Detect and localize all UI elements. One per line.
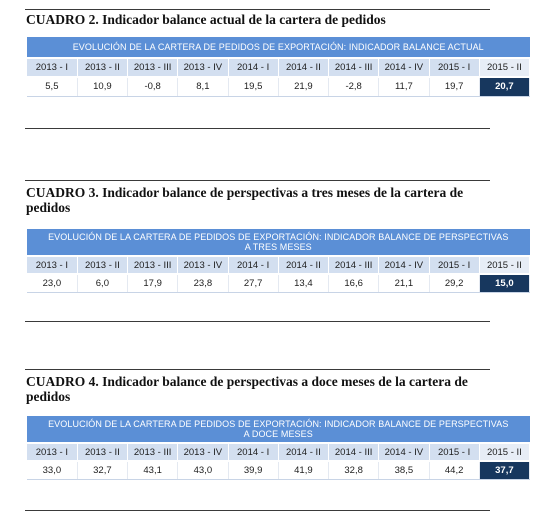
quarter-cell: 2013 - I — [27, 58, 77, 77]
cuadro-3-title: Indicador balance de perspectivas a tres meses de la cartera de pedidos — [26, 185, 464, 215]
quarter-cell: 2015 - II — [479, 256, 529, 274]
cuadro-3-number: CUADRO 3. — [26, 185, 99, 200]
cuadro-3-caption — [26, 185, 486, 215]
cuadro-2-title: Indicador balance actual de la cartera de pedidos — [98, 12, 386, 27]
value-cell: 19,7 — [429, 77, 479, 96]
value-cell: 32,7 — [77, 461, 127, 479]
value-cell: 43,1 — [128, 461, 178, 479]
quarter-cell: 2014 - IV — [379, 256, 429, 274]
quarter-row — [27, 443, 530, 461]
quarter-cell: 2013 - I — [27, 443, 77, 461]
value-cell: 21,9 — [278, 77, 328, 96]
quarter-cell: 2013 - II — [77, 256, 127, 274]
quarter-cell: 2015 - I — [429, 256, 479, 274]
value-cell: 44,2 — [429, 461, 479, 479]
value-cell: -0,8 — [128, 77, 178, 96]
quarter-cell: 2013 - IV — [178, 58, 228, 77]
quarter-cell: 2013 - II — [77, 443, 127, 461]
value-cell: 33,0 — [27, 461, 77, 479]
value-cell: 11,7 — [379, 77, 429, 96]
value-cell: 8,1 — [178, 77, 228, 96]
section-rule — [25, 128, 490, 129]
table-header-line2: A DOCE MESES — [243, 429, 313, 439]
quarter-cell: 2013 - III — [128, 58, 178, 77]
quarter-cell: 2014 - I — [228, 443, 278, 461]
quarter-cell: 2015 - II — [479, 58, 529, 77]
bottom-rule — [25, 510, 490, 511]
value-cell: 13,4 — [278, 274, 328, 292]
quarter-cell: 2014 - III — [329, 443, 379, 461]
cuadro-2-table — [27, 37, 530, 97]
quarter-cell: 2014 - III — [329, 256, 379, 274]
quarter-cell: 2015 - I — [429, 443, 479, 461]
value-cell: 23,0 — [27, 274, 77, 292]
value-cell: 41,9 — [278, 461, 328, 479]
value-cell: 27,7 — [228, 274, 278, 292]
value-cell: 19,5 — [228, 77, 278, 96]
quarter-cell: 2013 - III — [128, 256, 178, 274]
quarter-cell: 2014 - IV — [379, 443, 429, 461]
cuadro-2-number: CUADRO 2. — [26, 12, 99, 27]
top-rule — [25, 9, 490, 10]
table-header — [27, 229, 530, 256]
value-cell: 38,5 — [379, 461, 429, 479]
value-row — [27, 461, 530, 479]
value-cell: 16,6 — [329, 274, 379, 292]
table-header — [27, 416, 530, 443]
quarter-cell: 2014 - II — [278, 58, 328, 77]
cuadro-4-number: CUADRO 4. — [26, 374, 99, 389]
table-header-row — [27, 37, 530, 58]
table-header-row — [27, 416, 530, 443]
table-header-line2: A TRES MESES — [244, 242, 312, 252]
cuadro-4-table — [27, 416, 530, 480]
value-cell: 23,8 — [178, 274, 228, 292]
value-cell: 5,5 — [27, 77, 77, 96]
cuadro-4-title: Indicador balance de perspectivas a doce meses de la cartera de pedidos — [26, 374, 468, 404]
value-cell: 39,9 — [228, 461, 278, 479]
value-cell: 10,9 — [77, 77, 127, 96]
value-cell: 32,8 — [329, 461, 379, 479]
table-header-line1: EVOLUCIÓN DE LA CARTERA DE PEDIDOS DE EXPORTACIÓN: INDICADOR BALANCE DE PERSPECTIVAS — [48, 419, 509, 429]
quarter-cell: 2013 - IV — [178, 256, 228, 274]
table-header-line1: EVOLUCIÓN DE LA CARTERA DE PEDIDOS DE EXPORTACIÓN: INDICADOR BALANCE DE PERSPECTIVAS — [48, 232, 509, 242]
value-cell-highlight: 37,7 — [479, 461, 529, 479]
value-cell: -2,8 — [329, 77, 379, 96]
value-cell: 6,0 — [77, 274, 127, 292]
quarter-cell: 2013 - IV — [178, 443, 228, 461]
value-row — [27, 274, 530, 292]
quarter-cell: 2013 - I — [27, 256, 77, 274]
value-cell-highlight: 20,7 — [479, 77, 529, 96]
quarter-row — [27, 58, 530, 77]
quarter-row — [27, 256, 530, 274]
section-rule — [25, 180, 490, 181]
value-row — [27, 77, 530, 96]
value-cell: 17,9 — [128, 274, 178, 292]
section-rule — [25, 369, 490, 370]
cuadro-4-caption — [26, 374, 486, 404]
value-cell: 29,2 — [429, 274, 479, 292]
table-header-row — [27, 229, 530, 256]
value-cell-highlight: 15,0 — [479, 274, 529, 292]
value-cell: 43,0 — [178, 461, 228, 479]
table-header-line1: EVOLUCIÓN DE LA CARTERA DE PEDIDOS DE EXPORTACIÓN: INDICADOR BALANCE ACTUAL — [72, 42, 484, 52]
quarter-cell: 2015 - II — [479, 443, 529, 461]
quarter-cell: 2013 - II — [77, 58, 127, 77]
cuadro-2-caption — [26, 12, 486, 27]
quarter-cell: 2014 - III — [329, 58, 379, 77]
quarter-cell: 2014 - II — [278, 256, 328, 274]
quarter-cell: 2014 - II — [278, 443, 328, 461]
value-cell: 21,1 — [379, 274, 429, 292]
section-rule — [25, 321, 490, 322]
cuadro-3-table — [27, 229, 530, 293]
quarter-cell: 2014 - I — [228, 58, 278, 77]
quarter-cell: 2013 - III — [128, 443, 178, 461]
quarter-cell: 2014 - I — [228, 256, 278, 274]
quarter-cell: 2014 - IV — [379, 58, 429, 77]
quarter-cell: 2015 - I — [429, 58, 479, 77]
table-header — [27, 37, 530, 58]
